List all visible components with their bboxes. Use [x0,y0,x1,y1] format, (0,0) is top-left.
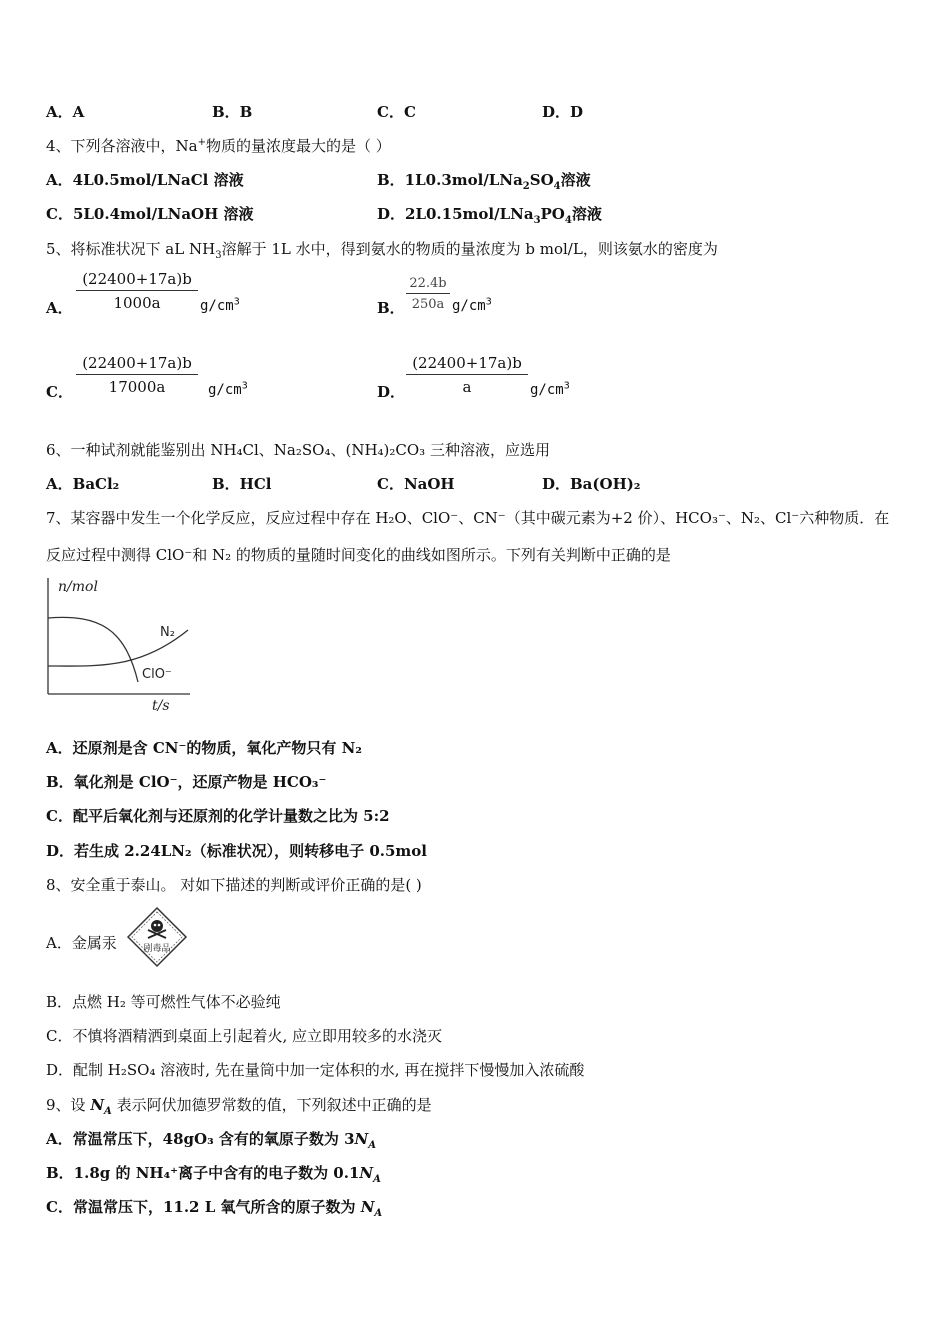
q5-c-denominator: 17000a [108,378,166,396]
q6-option-a: A．BaCl₂ [46,475,120,493]
q7-option-a: A．还原剂是含 CN⁻的物质，氧化产物只有 N₂ [46,739,362,757]
q4-option-c: C．5L0.4mol/LNaOH 溶液 [46,205,254,223]
chart-legend-clo: ClO⁻ [142,667,172,682]
q4-option-b: B．$1L0.3mol/LNa_2SO_4$溶液 [377,171,591,192]
q5-b-numerator: 22.4b [406,276,450,294]
q5-d-numerator: (22400+17a)b [406,354,528,375]
q9-option-b: B．1.8g 的 NH₄⁺离子中含有的电子数为 $0.1N_A$ [46,1164,381,1185]
q5-c-unit: $g/cm^3$ [208,380,248,398]
q5-option-a-fraction [76,270,198,312]
q7-stem-line1: 7、某容器中发生一个化学反应，反应过程中存在 H₂O、ClO⁻、CN⁻（其中碳元素为+2 价）、HCO₃⁻、N₂、Cl⁻六种物质．在 [46,509,890,527]
q7-option-c: C．配平后氧化剂与还原剂的化学计量数之比为 5:2 [46,807,390,825]
hazard-sign-label: 剧毒品 [143,944,171,954]
chart-series-clo [48,617,138,682]
q3-option-c: C．C [377,103,416,121]
skull-icon [151,920,163,932]
q5-a-numerator: (22400+17a)b [76,270,198,291]
q7-option-d: D．若生成 2.24LN₂（标准状况），则转移电子 0.5mol [46,842,427,860]
q5-option-c-fraction [76,354,198,396]
chart-y-label: n/mol [58,579,98,595]
q5-b-denominator: 250a [411,297,445,312]
chart-x-label: t/s [152,698,170,714]
q8-option-a: A．金属汞 [46,934,117,952]
toxic-hazard-sign-icon [126,906,188,968]
q5-a-unit: $g/cm^3$ [200,296,240,314]
q5-b-unit: $g/cm^3$ [452,296,492,314]
q8-option-c: C．不慎将酒精洒到桌面上引起着火, 应立即用较多的水浇灭 [46,1027,443,1045]
q6-option-c: C．NaOH [377,475,455,493]
q5-option-c-label: C． [46,383,73,401]
q4-option-d: D．$2L0.15mol/LNa_3PO_4$溶液 [377,205,602,226]
q5-option-b-fraction [406,276,450,312]
q5-d-unit: $g/cm^3$ [530,380,570,398]
q3-option-a: A．A [46,103,85,121]
q8-option-d: D．配制 H₂SO₄ 溶液时, 先在量筒中加一定体积的水, 再在搅拌下慢慢加入浓硫酸 [46,1061,585,1079]
q5-option-d-fraction [406,354,528,396]
q4-stem: 4、下列各溶液中，Na+物质的量浓度最大的是（ ） [46,137,391,155]
q9-option-a: A．常温常压下，48gO₃ 含有的氧原子数为 $3N_A$ [46,1130,377,1151]
q5-c-numerator: (22400+17a)b [76,354,198,375]
q7-chart [40,574,200,714]
q9-option-c: C．常温常压下，11.2 L 氧气所含的原子数为 $N_A$ [46,1198,383,1219]
q8-stem: 8、安全重于泰山。 对如下描述的判断或评价正确的是( ) [46,876,422,894]
q8-option-b: B．点燃 H₂ 等可燃性气体不必验纯 [46,993,281,1011]
q5-d-denominator: a [462,378,472,396]
q5-a-denominator: 1000a [113,294,161,312]
q7-stem-line2: 反应过程中测得 ClO⁻和 N₂ 的物质的量随时间变化的曲线如图所示。下列有关判断中正确的是 [46,546,671,564]
q9-stem: 9、设 $N_A$ 表示阿伏加德罗常数的值，下列叙述中正确的是 [46,1096,432,1117]
q7-option-b: B．氧化剂是 ClO⁻，还原产物是 HCO₃⁻ [46,773,327,791]
q5-option-b-label: B． [377,299,405,317]
q5-option-d-label: D． [377,383,406,401]
chart-legend-n2: N₂ [160,625,175,640]
q3-option-b: B．B [212,103,253,121]
q4-option-a: A．4L0.5mol/LNaCl 溶液 [46,171,244,189]
q5-option-a-label: A． [46,299,73,317]
q3-option-d: D．D [542,103,584,121]
q6-stem: 6、一种试剂就能鉴别出 NH₄Cl、Na₂SO₄、(NH₄)₂CO₃ 三种溶液，应选用 [46,441,550,459]
q6-option-d: D．Ba(OH)₂ [542,475,641,493]
q5-stem: 5、将标准状况下 aL $NH_3$溶解于 1L 水中，得到氨水的物质的量浓度为 b mol/L，则该氨水的密度为 [46,240,718,261]
q6-option-b: B．HCl [212,475,272,493]
